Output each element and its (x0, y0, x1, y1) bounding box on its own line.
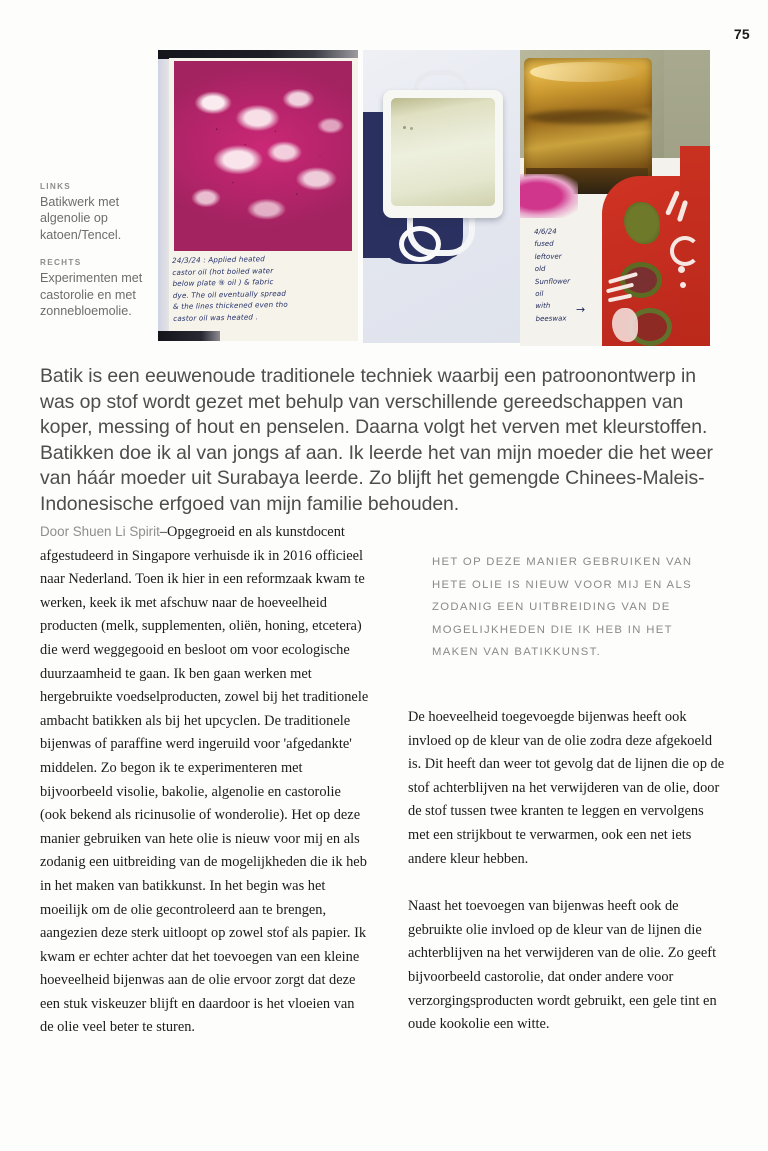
left-column-text: Opgegroeid en als kunstdocent afgestudeerd in Singapore verhuisde ik in 2016 officieel naar Nederland. Toen ik hier in een reformzaak kwam te werken, keek ik met afschuw naar de hoeveelheid producten (melk, supplementen, oliën, honing, etcetera) die werd weggegooid en besloot om voor ecologische duurzaamheid te gaan. Ik ben gaan werken met hergebruikte voedselproducten, zowel bij het traditionele ambacht batikken als bij het upcyclen. De traditionele bijenwas of paraffine werd ingeruild voor 'afgedankte' middelen. Zo begon ik te experimenteren met bijvoorbeeld visolie, bakolie, algenolie en castorolie (ook bekend als ricinusolie of wonderolie). Het op deze manier gebruiken van hete olie is nieuw voor mij en als zodanig een uitbreiding van de mogelijkheden die ik heb in het maken van batikkunst. In het begin was het moeilijk om de olie gecontroleerd aan te brengen, aangezien deze sterk uitloopt op zowel stof als papier. Ik kwam er echter achter dat het toevoegen van een kleine hoeveelheid bijenwas aan de olie ervoor zorgt dat deze een stuk viskeuzer blijft en daardoor is het vloeien van de olie veel beter te sturen. (40, 524, 369, 1036)
right-column-paragraph-2: Naast het toevoegen van bijenwas heeft ook de gebruikte olie invloed op de kleur van de lijnen die achterblijven na het verwijderen van de olie. Zo geeft bijvoorbeeld castorolie, dat onder andere voor verzorgingsproducten wordt gebruikt, een gele tint en oude kookolie een witte. (408, 898, 717, 1033)
batik-white-dot-1 (678, 266, 685, 273)
batik-white-dot-2 (680, 282, 686, 288)
sketchbook-bottom-edge (158, 331, 220, 341)
caption-rechts (40, 258, 144, 319)
magenta-dye-swatch (174, 61, 352, 251)
pull-quote: HET OP DEZE MANIER GEBRUIKEN VAN HETE OLIE IS NIEUW VOOR MIJ EN ALS ZODANIG EEN UITBREIDING VAN DE MOGELIJKHEDEN DIE IK HEB IN HET MAKEN VAN BATIKKUNST. (432, 556, 693, 659)
caption-label-rechts: RECHTS (40, 258, 82, 268)
pale-oil-surface (391, 98, 495, 206)
byline-credit: Door Shuen Li Spirit (40, 524, 160, 539)
photo-captions (40, 182, 144, 319)
byline-dash: – (159, 524, 168, 540)
photo-strip (158, 50, 710, 346)
right-column-paragraph-1: De hoeveelheid toegevoegde bijenwas heeft ook invloed op de kleur van de olie zodra deze afgekoeld is. Dit heeft dan weer tot gevolg dat de lijnen die op de stof achterblijven na het verwijderen van de olie, door de stof tussen twee kranten te leggen en vervolgens met een strijkbout te verwarmen, ook een net iets andere kleur hebben. (408, 708, 725, 867)
body-column-left (40, 520, 370, 1040)
batik-white-spiral (670, 236, 700, 266)
photo-amber-glass-and-red-batik (520, 50, 710, 346)
pink-dye-smear (520, 174, 578, 218)
handwritten-arrow-icon: → (576, 303, 586, 316)
article-headline: Batik is een eeuwenoude traditionele techniek waarbij een patroonontwerp in was op stof wordt gezet met behulp van verschillende gereedschappen van koper, messing of hout en penselen. Daarna volgt het verven met kleurstoffen. Batikken doe ik al van jongs af aan. Ik leerde het van mijn moeder die het weer van háár moeder uit Surabaya leerde. Zo blijft het gemengde Chinees-Maleis-Indonesische erfgoed van mijn familie behouden. (40, 365, 713, 515)
batik-pale-blob (612, 308, 638, 342)
handwritten-note-castor-oil: 24/3/24 : Applied heated castor oil (hot boiled water below plate ⑨ oil ) & fabric dye. The oil eventually spread & the lines thickened even tho castor oil was heated . (172, 254, 288, 323)
photo-batik-magenta-sketchbook (158, 50, 358, 341)
batik-motif-ring-upper (620, 262, 662, 298)
handwritten-note-sunflower-oil: 4/6/24 fused leftover old Sunflower oil with beeswax (534, 227, 571, 323)
photo-white-dish-with-oil (363, 50, 520, 343)
caption-links (40, 182, 144, 243)
page-number: 75 (733, 26, 750, 42)
left-column-paragraph (40, 520, 370, 1040)
caption-text-links: Batikwerk met algenolie op katoen/Tencel. (40, 195, 122, 242)
caption-label-links: LINKS (40, 182, 72, 191)
trivet-hole (399, 226, 441, 262)
body-column-right (408, 551, 726, 1037)
caption-text-rechts: Experimenten met castorolie en met zonnebloemolie. (40, 271, 143, 319)
